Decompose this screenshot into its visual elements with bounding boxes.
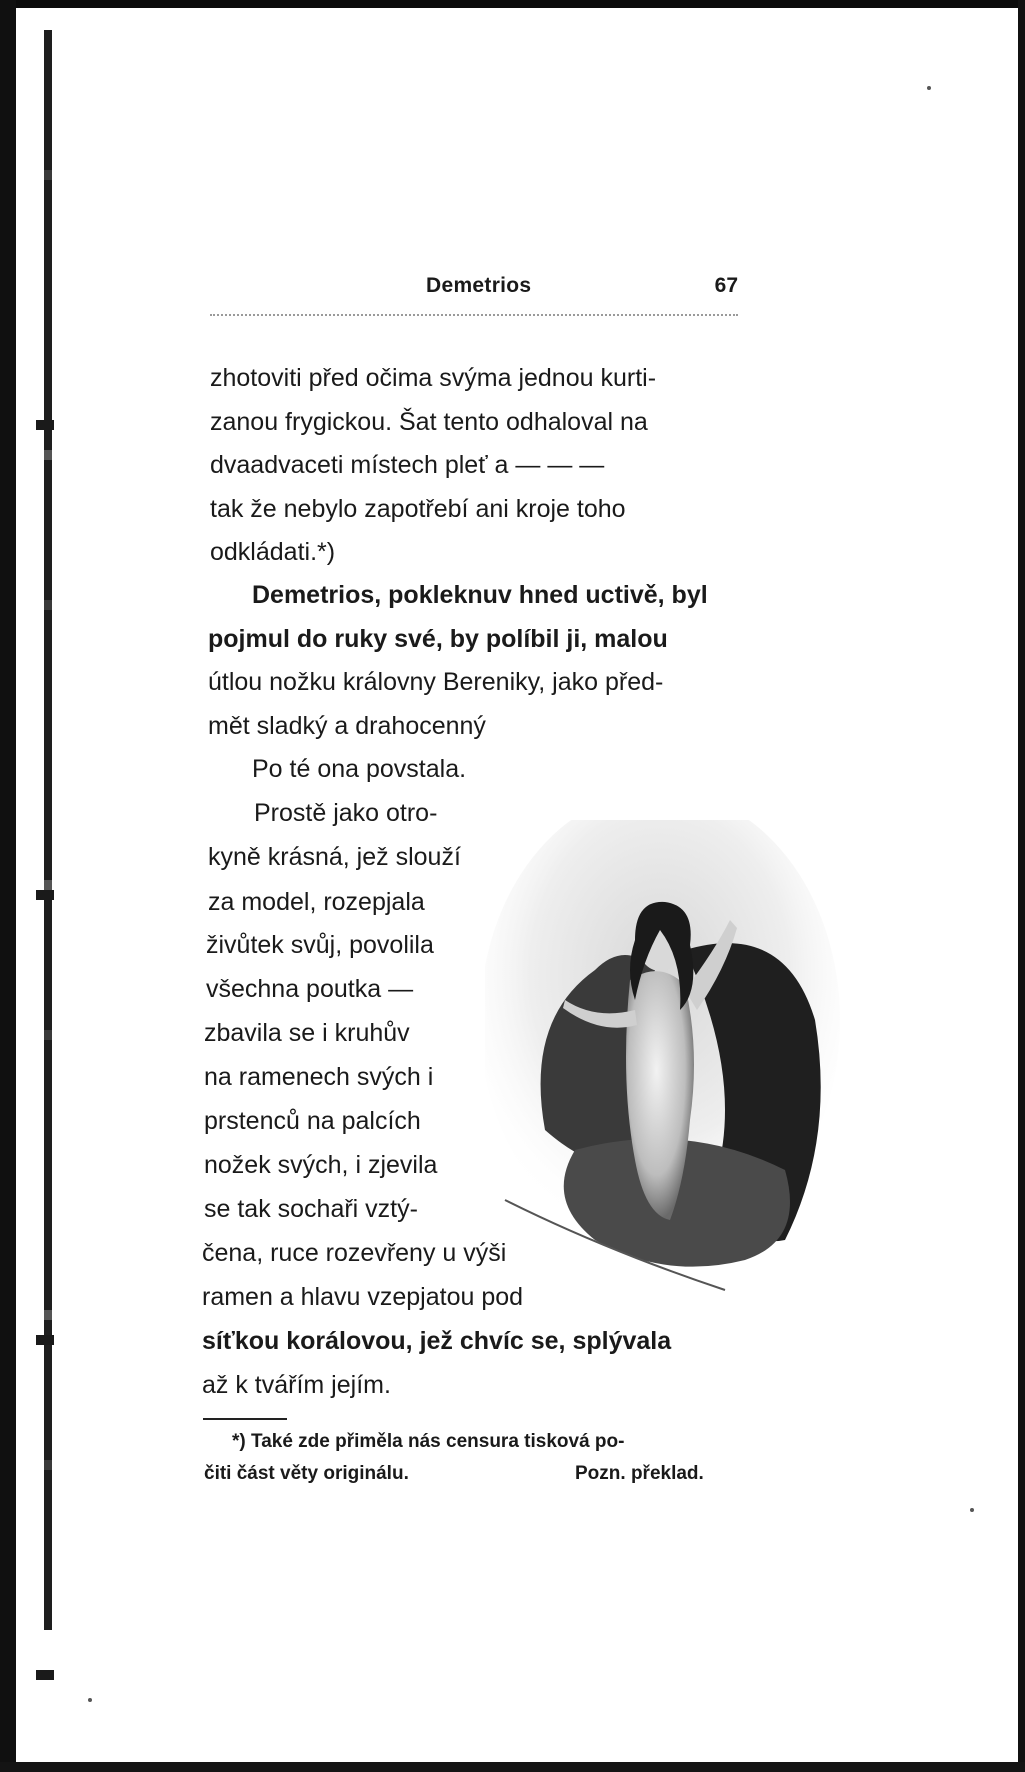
text-line: útlou nožku královny Bereniky, jako před- (208, 668, 664, 696)
text-line: zanou frygickou. Šat tento odhaloval na (210, 408, 648, 436)
footnote-line: *) Také zde přiměla nás censura tisková po- (232, 1431, 625, 1452)
spine-mark (36, 420, 54, 430)
book-spine-edge (44, 30, 52, 1630)
text-line: se tak sochaři vztý- (204, 1195, 418, 1223)
text-line: nožek svých, i zjevila (204, 1151, 438, 1179)
paper-speck (970, 1508, 974, 1512)
figure-illustration (485, 820, 860, 1300)
header-rule (210, 314, 738, 316)
text-line: tak že nebylo zapotřebí ani kroje toho (210, 495, 626, 523)
paper-speck (927, 86, 931, 90)
text-line: mět sladký a drahocenný (208, 712, 486, 740)
spine-mark (36, 890, 54, 900)
text-line: čena, ruce rozevřeny u výši (202, 1239, 507, 1267)
page-number: 67 (714, 274, 738, 297)
text-line: zhotoviti před očima svýma jednou kurti- (210, 364, 657, 392)
text-line: za model, rozepjala (208, 888, 425, 916)
footnote-rule (203, 1418, 287, 1420)
text-line: Demetrios, pokleknuv hned uctivě, byl (252, 581, 708, 609)
text-line: Prostě jako otro- (254, 799, 438, 827)
text-line: až k tvářím jejím. (202, 1371, 391, 1399)
spine-mark (36, 1670, 54, 1680)
footnote-attribution: Pozn. překlad. (575, 1463, 704, 1484)
footnote-line: čiti část věty originálu. (204, 1463, 409, 1484)
scan-border-left (0, 0, 16, 1772)
text-line: zbavila se i kruhův (204, 1019, 410, 1047)
running-header (200, 274, 738, 304)
text-line: odkládati.*) (210, 538, 336, 566)
text-line: všechna poutka — (206, 975, 414, 1003)
scan-border-bottom (0, 1762, 1025, 1772)
text-line: prstenců na palcích (204, 1107, 421, 1135)
paper-speck (88, 1698, 92, 1702)
text-line: pojmul do ruky své, by políbil ji, malou (208, 625, 668, 653)
text-line: na ramenech svých i (204, 1063, 434, 1091)
text-line: síťkou korálovou, jež chvíc se, splývala (202, 1327, 672, 1355)
scan-border-top (0, 0, 1025, 8)
text-line: Po té ona povstala. (252, 755, 467, 783)
scan-border-right (1018, 0, 1025, 1772)
text-line: dvaadvaceti místech pleť a — — — (210, 451, 605, 479)
text-line: kyně krásná, jež slouží (208, 843, 461, 871)
running-title: Demetrios (426, 274, 532, 297)
text-line: ramen a hlavu vzepjatou pod (202, 1283, 524, 1311)
spine-mark (36, 1335, 54, 1345)
text-line: živůtek svůj, povolila (206, 931, 434, 959)
